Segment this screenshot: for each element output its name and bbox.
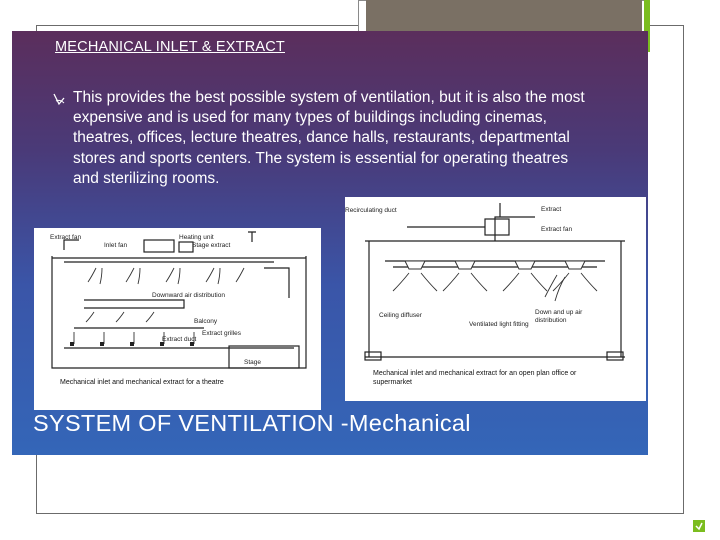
label-extract-grilles: Extract grilles [202, 330, 242, 337]
green-corner-icon [693, 520, 705, 532]
label-ceiling-diffuser: Ceiling diffuser [379, 312, 422, 319]
slide-heading: MECHANICAL INLET & EXTRACT [55, 39, 285, 55]
label-ventilated-light: Ventilated light fitting [469, 321, 529, 328]
label-extract-duct: Extract duct [162, 336, 197, 343]
label-balcony: Balcony [194, 318, 218, 325]
theatre-caption: Mechanical inlet and mechanical extract for a theatre [60, 379, 224, 386]
curl-bullet-icon [52, 92, 66, 106]
decor-tab-fill [366, 0, 642, 31]
label-stage: Stage [244, 359, 261, 366]
label-extract-fan-left: Extract fan [50, 234, 82, 241]
label-extract-fan-right: Extract fan [541, 226, 573, 233]
label-down-up-air: Down and up air distribution [535, 309, 583, 324]
label-heating-unit: Heating unit [179, 234, 214, 241]
label-stage-extract: Stage extract [192, 242, 231, 249]
label-downward-air: Downward air distribution [152, 292, 225, 299]
label-recirculating-duct: Recirculating duct [345, 207, 397, 214]
office-caption: Mechanical inlet and mechanical extract for an open plan office or supermarket [373, 370, 577, 386]
bullet-paragraph: This provides the best possible system of ventilation, but it is also the most expensive and is used for many types of buildings including cinemas, theatres, offices, lecture theatres, dance halls, restaurants, departmental stores and sports centers. The system is essential for operating theatres and sterilizing rooms. [73, 89, 585, 187]
footer-title: SYSTEM OF VENTILATION -Mechanical [33, 410, 471, 436]
office-diagram [345, 197, 646, 401]
label-extract: Extract [541, 206, 562, 213]
theatre-diagram [34, 228, 321, 410]
label-inlet-fan: Inlet fan [104, 242, 128, 249]
